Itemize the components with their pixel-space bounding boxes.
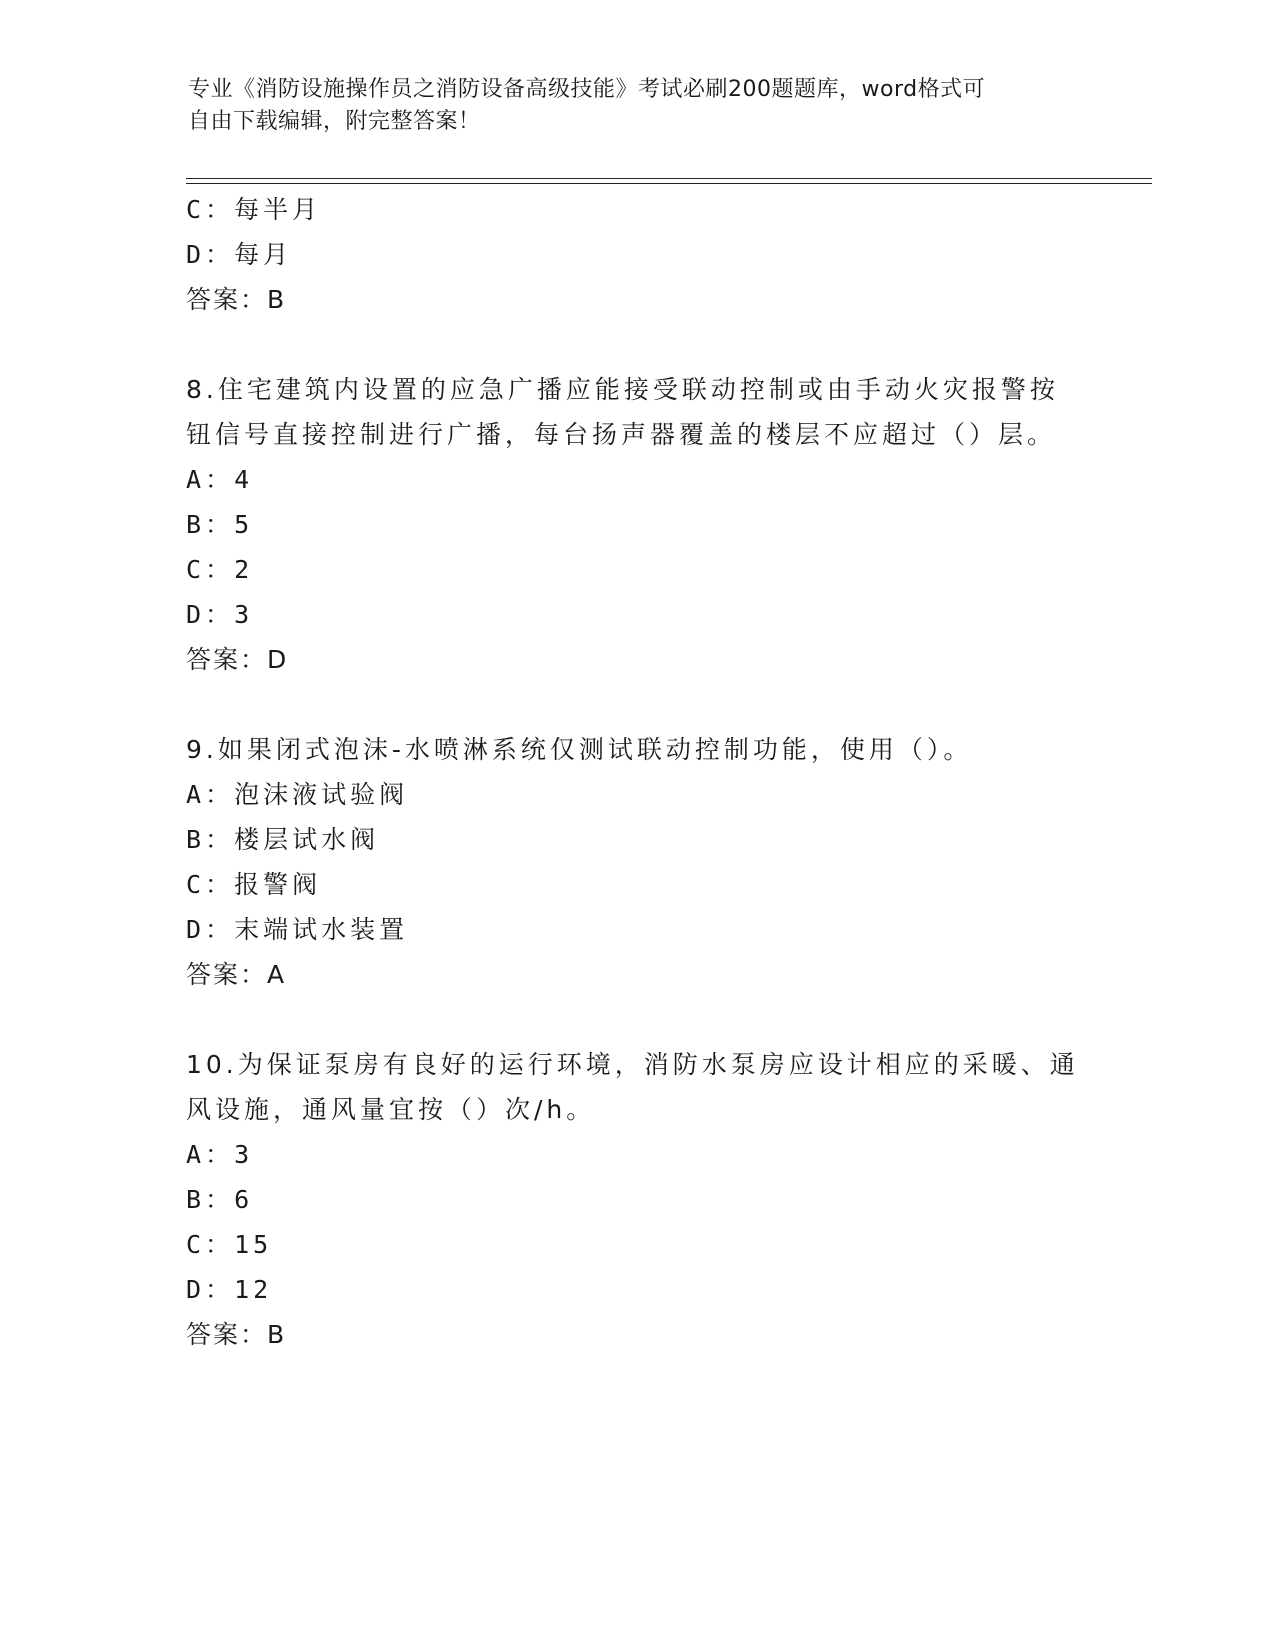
answer-line: 答案：B: [186, 1320, 287, 1349]
option-text: 6: [234, 1185, 254, 1214]
spacer: [186, 322, 1086, 367]
option-a: [186, 457, 1086, 502]
option-text: 5: [234, 510, 254, 539]
option-tag: B：: [186, 510, 235, 539]
option-d: [186, 907, 1086, 952]
option-c: [186, 1222, 1086, 1267]
header-rule-top: [186, 178, 1152, 179]
header-rule-bottom: [186, 183, 1152, 184]
question-text-line: 10.为保证泵房有良好的运行环境，消防水泵房应设计相应的采暖、通: [186, 1050, 1079, 1079]
option-d: [186, 232, 1086, 277]
option-text: 15: [234, 1230, 273, 1259]
option-c: [186, 547, 1086, 592]
document-header: [188, 74, 1068, 138]
option-text: 每半月: [234, 195, 322, 224]
option-tag: B：: [186, 825, 235, 854]
option-tag: D：: [186, 915, 235, 944]
question-10: [186, 1042, 1086, 1357]
option-text: 3: [234, 600, 254, 629]
question-text: [186, 727, 1066, 772]
question-text-line: 8.住宅建筑内设置的应急广播应能接受联动控制或由手动火灾报警按: [186, 375, 1059, 404]
answer-line: 答案：A: [186, 960, 287, 989]
question-text-line: 风设施，通风量宜按（）次/h。: [186, 1095, 596, 1124]
option-d: [186, 592, 1086, 637]
option-tag: C：: [186, 555, 235, 584]
option-tag: A：: [186, 465, 235, 494]
option-text: 4: [234, 465, 254, 494]
option-tag: D：: [186, 1275, 235, 1304]
option-a: [186, 772, 1086, 817]
option-b: [186, 817, 1086, 862]
header-line-1: 专业《消防设施操作员之消防设备高级技能》考试必刷200题题库，word格式可: [188, 77, 986, 102]
option-text: 2: [234, 555, 254, 584]
option-b: [186, 502, 1086, 547]
answer-line: 答案：D: [186, 645, 289, 674]
option-tag: D：: [186, 240, 235, 269]
spacer: [186, 997, 1086, 1042]
option-c: [186, 187, 1086, 232]
prev-question: [186, 187, 1086, 322]
spacer: [186, 682, 1086, 727]
option-text: 每月: [234, 240, 293, 269]
option-tag: A：: [186, 1140, 235, 1169]
option-text: 报警阀: [234, 870, 322, 899]
option-text: 楼层试水阀: [234, 825, 380, 854]
answer-line: 答案：B: [186, 285, 287, 314]
option-tag: B：: [186, 1185, 235, 1214]
option-tag: C：: [186, 1230, 235, 1259]
option-a: [186, 1132, 1086, 1177]
option-text: 3: [234, 1140, 254, 1169]
header-line-2: 自由下载编辑，附完整答案！: [188, 109, 481, 134]
question-text: [186, 1042, 1079, 1132]
question-text-line: 钮信号直接控制进行广播，每台扬声器覆盖的楼层不应超过（）层。: [186, 420, 1057, 449]
question-text: [186, 367, 1066, 457]
question-text-line: 9.如果闭式泡沫-水喷淋系统仅测试联动控制功能，使用（）。: [186, 735, 973, 764]
question-content: [186, 187, 1086, 1357]
option-tag: C：: [186, 870, 235, 899]
option-text: 12: [234, 1275, 273, 1304]
question-9: [186, 727, 1086, 997]
option-c: [186, 862, 1086, 907]
option-d: [186, 1267, 1086, 1312]
question-8: [186, 367, 1086, 682]
option-text: 泡沫液试验阀: [234, 780, 409, 809]
option-tag: D：: [186, 600, 235, 629]
option-text: 末端试水装置: [234, 915, 409, 944]
option-b: [186, 1177, 1086, 1222]
option-tag: C：: [186, 195, 235, 224]
option-tag: A：: [186, 780, 235, 809]
